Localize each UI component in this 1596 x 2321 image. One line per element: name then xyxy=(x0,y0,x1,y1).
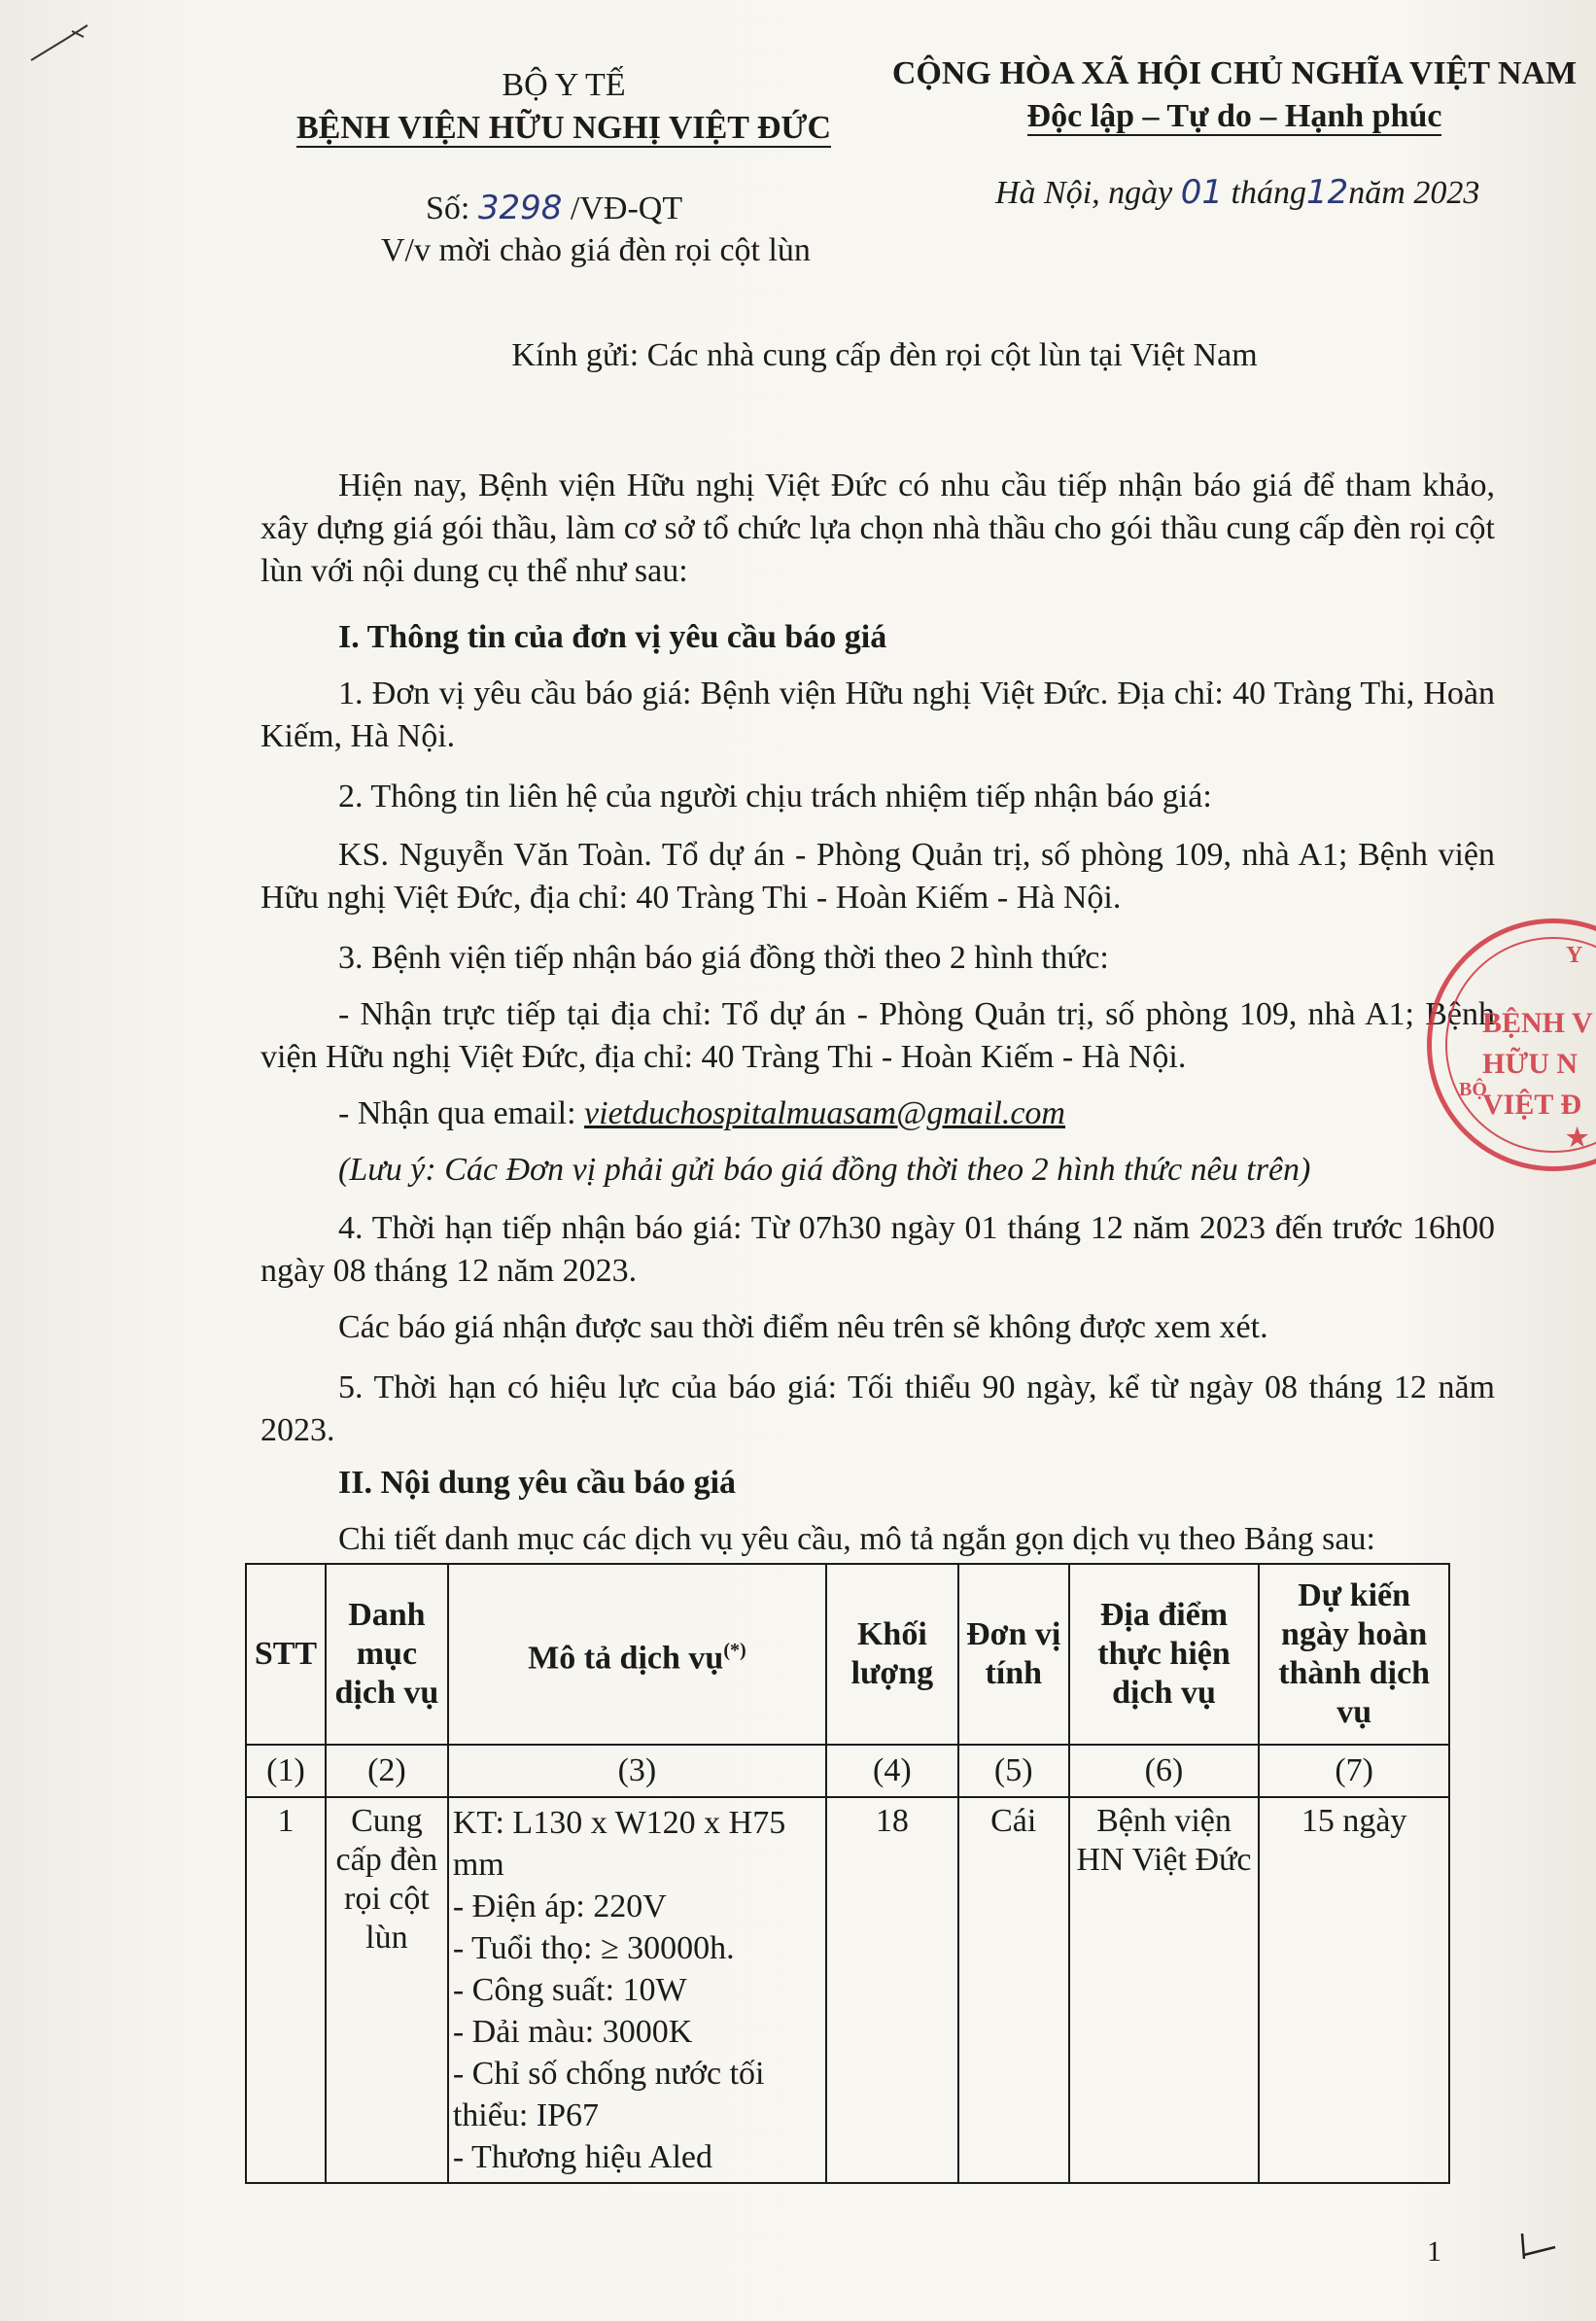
section1-item1: 1. Đơn vị yêu cầu báo giá: Bệnh viện Hữu nghị Việt Đức. Địa chỉ: 40 Tràng Thi, Hoàn Kiếm, Hà Nội. xyxy=(260,676,1495,754)
pen-mark-icon xyxy=(27,17,95,66)
section1-item4: 4. Thời hạn tiếp nhận báo giá: Từ 07h30 ngày 01 tháng 12 năm 2023 đến trước 16h00 ngày 08 tháng 12 năm 2023. xyxy=(260,1210,1495,1289)
col-number: (6) xyxy=(1069,1745,1260,1797)
col-number: (5) xyxy=(958,1745,1069,1797)
section1-item3: 3. Bệnh viện tiếp nhận báo giá đồng thời theo 2 hình thức: xyxy=(338,940,1109,976)
recipient-line: Kính gửi: Các nhà cung cấp đèn rọi cột lùn tại Việt Nam xyxy=(511,337,1258,373)
col-number: (2) xyxy=(326,1745,448,1797)
row-stt: 1 xyxy=(246,1797,326,2183)
row-completion: 15 ngày xyxy=(1259,1797,1449,2183)
intro-paragraph: Hiện nay, Bệnh viện Hữu nghị Việt Đức có nhu cầu tiếp nhận báo giá để tham khảo, xây dựng giá gói thầu, làm cơ sở tổ chức lựa chọn nhà thầu cho gói thầu cung cấp đèn rọi cột lùn với nội dung cụ thể như sau: xyxy=(260,468,1495,589)
doc-subject: V/v mời chào giá đèn rọi cột lùn xyxy=(381,232,811,268)
stamp-top-letter: Y xyxy=(1566,943,1583,968)
col-number: (1) xyxy=(246,1745,326,1797)
desc-line: - Dải màu: 3000K xyxy=(452,2014,693,2050)
section1-item2-detail: KS. Nguyễn Văn Toàn. Tổ dự án - Phòng Quản trị, số phòng 109, nhà A1; Bệnh viện Hữu nghị Việt Đức, địa chỉ: 40 Tràng Thi - Hoàn Kiếm - Hà Nội. xyxy=(260,837,1495,916)
stamp-side-text: BỘ xyxy=(1459,1079,1487,1100)
desc-line: - Điện áp: 220V xyxy=(452,1888,667,1924)
section2-lead: Chi tiết danh mục các dịch vụ yêu cầu, mô tả ngắn gọn dịch vụ theo Bảng sau: xyxy=(338,1521,1375,1557)
section1-item5: 5. Thời hạn có hiệu lực của báo giá: Tối thiểu 90 ngày, kể từ ngày 08 tháng 12 năm 2023. xyxy=(260,1369,1495,1448)
hospital-name: BỆNH VIỆN HỮU NGHỊ VIỆT ĐỨC xyxy=(295,110,832,146)
desc-line: KT: L130 x W120 x H75 mm xyxy=(452,1805,786,1883)
table-header-row xyxy=(246,1564,1449,1745)
desc-line: - Thương hiệu Aled xyxy=(452,2139,712,2175)
desc-line: - Chỉ số chống nước tối thiểu: IP67 xyxy=(452,2056,765,2133)
section1-item3-direct: - Nhận trực tiếp tại địa chỉ: Tổ dự án - Phòng Quản trị, số phòng 109, nhà A1; Bệnh viện Hữu nghị Việt Đức, địa chỉ: 40 Tràng Thi - Hoàn Kiếm - Hà Nội. xyxy=(260,996,1495,1075)
section1-item3-email: - Nhận qua email: vietduchospitalmuasam@gmail.com xyxy=(338,1095,1065,1131)
page-number: 1 xyxy=(1427,2235,1441,2268)
header-right xyxy=(875,52,1594,138)
section2-title: II. Nội dung yêu cầu báo giá xyxy=(338,1465,737,1501)
desc-line: - Tuổi thọ: ≥ 30000h. xyxy=(452,1930,735,1966)
country-name: CỘNG HÒA XÃ HỘI CHỦ NGHĨA VIỆT NAM xyxy=(891,55,1578,91)
stamp-star-icon: ★ xyxy=(1566,1124,1589,1152)
header-description: Mô tả dịch vụ(*) xyxy=(448,1564,826,1745)
col-number: (7) xyxy=(1259,1745,1449,1797)
header-completion: Dự kiến ngày hoàn thành dịch vụ xyxy=(1259,1564,1449,1745)
desc-line: - Công suất: 10W xyxy=(452,1972,687,2008)
table-column-number-row xyxy=(246,1745,1449,1797)
section1-note: (Lưu ý: Các Đơn vị phải gửi báo giá đồng thời theo 2 hình thức nêu trên) xyxy=(338,1152,1311,1188)
col-number: (3) xyxy=(448,1745,826,1797)
email-link[interactable]: vietduchospitalmuasam@gmail.com xyxy=(584,1095,1065,1131)
services-table xyxy=(245,1563,1450,2184)
doc-date: Hà Nội, ngày 01 tháng12năm 2023 xyxy=(995,173,1480,212)
header-quantity: Khối lượng xyxy=(826,1564,958,1745)
header-unit: Đơn vị tính xyxy=(958,1564,1069,1745)
row-unit: Cái xyxy=(958,1797,1069,2183)
header-left xyxy=(282,64,846,150)
row-location: Bệnh viện HN Việt Đức xyxy=(1069,1797,1260,2183)
header-location: Địa điểm thực hiện dịch vụ xyxy=(1069,1564,1260,1745)
section1-item4-note: Các báo giá nhận được sau thời điểm nêu trên sẽ không được xem xét. xyxy=(338,1309,1268,1345)
section1-item2: 2. Thông tin liên hệ của người chịu trách nhiệm tiếp nhận báo giá: xyxy=(338,779,1212,814)
section1-title: I. Thông tin của đơn vị yêu cầu báo giá xyxy=(338,619,887,655)
ministry-name: BỘ Y TẾ xyxy=(502,67,626,103)
col-number: (4) xyxy=(826,1745,958,1797)
stamp-text: BỆNH V HỮU N VIỆT Đ xyxy=(1482,1007,1593,1121)
doc-number-handwritten: 3298 xyxy=(477,189,563,227)
doc-number: Số: 3298 /VĐ-QT xyxy=(426,189,683,227)
row-description xyxy=(448,1797,826,2183)
initial-mark-icon xyxy=(1516,2226,1575,2265)
header-stt: STT xyxy=(246,1564,326,1745)
row-quantity: 18 xyxy=(826,1797,958,2183)
table-row xyxy=(246,1797,1449,2183)
motto: Độc lập – Tự do – Hạnh phúc xyxy=(1026,98,1442,134)
header-category: Danh mục dịch vụ xyxy=(326,1564,448,1745)
row-category: Cung cấp đèn rọi cột lùn xyxy=(326,1797,448,2183)
